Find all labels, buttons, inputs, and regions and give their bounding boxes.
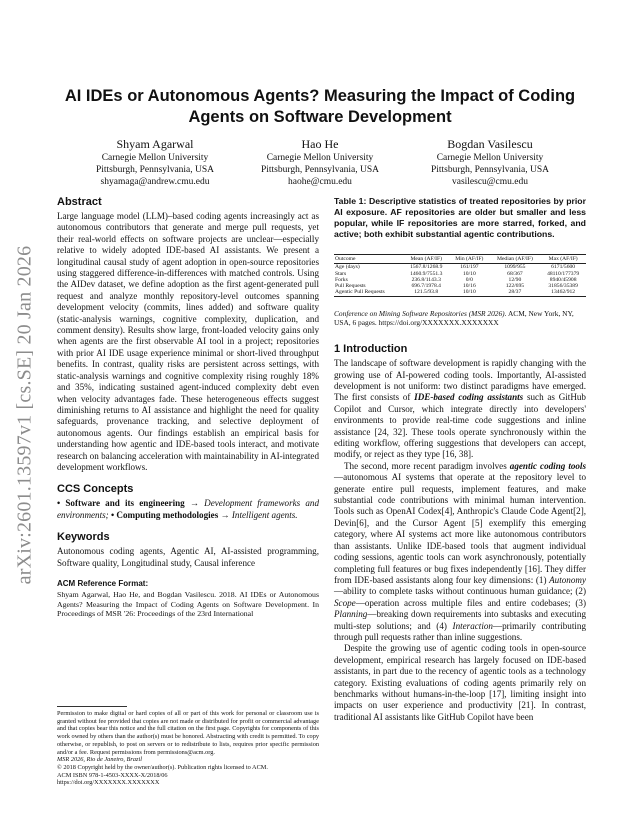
author-name: Shyam Agarwal [116, 137, 194, 151]
author-name: Hao He [301, 137, 339, 151]
column-header: Min (AF/IF) [449, 255, 489, 264]
author-affiliation: Carnegie Mellon University [101, 153, 209, 163]
author-location: Pittsburgh, Pennsylvania, USA [260, 165, 380, 175]
table-cell: 161/197 [460, 264, 479, 271]
table-cell: 13462/912 [540, 289, 586, 296]
footnote-rule [57, 706, 127, 707]
intro-paragraph-1: The landscape of software development is rapidly changing with the growing use of AI-powered coding tools. Importantly, AI-assisted development is not uniform: two distinct paradigms have emerged. The first consists of IDE-based coding assistants such as GitHub Copilot and Cursor, which integrate directly into developers' environments to provide real-time code suggestions and inline assistance [24, 32]. These tools operate synchronously within the editing workflow, offering suggestions that developers can accept, modify, or reject as they type [16, 38]. [334, 358, 586, 460]
column-header: Median (AF/IF) [490, 255, 541, 264]
table-cell: 12/90 [508, 276, 522, 283]
abstract-heading: Abstract [57, 196, 102, 208]
ccs-heading: CCS Concepts [57, 483, 134, 496]
ccs-section [57, 483, 319, 521]
table-cell: Age (days) [335, 264, 360, 271]
table-cell: 696.7/1978.4 [411, 283, 441, 290]
table-cell: 10/16 [463, 283, 476, 290]
intro-paragraph-2: The second, more recent paradigm involves agentic coding tools—autonomous AI systems that operate at the repository level to generate entire pull requests, implement features, and make substantial code contributions with minimal human intervention. Tools such as OpenAI Codex[4], Anthropic's Claude Code Agent[2], Devin[6], and the Cursor Agent [5] exemplify this emerging category, where AI systems act more like autonomous contributors than assistants. Unlike IDE-based tools that augment individual coding sessions, agentic tools can work asynchronously, potentially completing full features or bug fixes independently [16]. They differ from IDE-based assistants along four key dimensions: (1) Autonomy—ability to complete tasks without continuous human guidance; (2) Scope—operation across multiple files and entire codebases; (3) Planning—breaking down requirements into subtasks and executing multi-step solutions; and (4) Interaction—primarily contributing through pull requests rather than inline suggestions. [334, 460, 587, 642]
ccs-text: • Software and its engineering → Development frameworks and environments; • Computing methodologies → Intelligent agents. [57, 498, 319, 520]
table-row [334, 289, 586, 296]
column-header: Max (AF/IF) [540, 255, 586, 264]
table-cell: 28/37 [490, 289, 541, 296]
table-cell: 10/10 [449, 289, 489, 296]
doi-line: https://doi.org/XXXXXXX.XXXXXXX [57, 779, 160, 787]
table-cell: 0/0 [465, 276, 473, 283]
left-column [57, 196, 319, 619]
copyright-footer [57, 710, 319, 787]
author-email: shyamaga@andrew.cmu.edu [100, 177, 210, 187]
column-header: Mean (AF/IF) [403, 255, 449, 264]
author-location: Pittsburgh, Pennsylvania, USA [430, 165, 550, 175]
author-email: vasilescu@cmu.edu [451, 177, 529, 187]
table-caption: Table 1: Descriptive statistics of treated repositories by prior AI exposure. AF repositories are older but smaller and less popular, while IF repositories are more starred, forked, and active; both exhibit substantial agentic contributions. [334, 196, 586, 239]
table-cell: 1099/955 [504, 264, 526, 271]
acm-reference-heading: ACM Reference Format: [57, 578, 149, 588]
author-block-1 [65, 136, 245, 188]
venue-line: MSR 2026, Rio de Janeiro, Brazil [57, 756, 142, 764]
table-cell: 48110/177379 [547, 270, 580, 277]
conference-reference: Conference on Mining Software Repositories (MSR 2026). ACM, New York, NY, USA, 6 pages. https://doi.org/XXXXXXX.XXXXXXX [334, 308, 574, 327]
table-cell: 8940/45908 [549, 276, 577, 283]
author-location: Pittsburgh, Pennsylvania, USA [95, 165, 215, 175]
title-line-1: AI IDEs or Autonomous Agents? Measuring the Impact of Coding [64, 87, 576, 105]
table-row [334, 264, 586, 271]
intro-paragraph-3: Despite the growing use of agentic coding tools in open-source development, empirical research has largely focused on IDE-based assistants, in part due to the recency of agentic tools as a technology category. Existing evaluations of coding agents primarily rely on benchmarks without humans-in-the-loop [17], limiting insight into impacts on user experience and productivity [21]. In contrast, traditional AI assistants like GitHub Copilot have been [334, 643, 586, 722]
paper-title [60, 86, 580, 128]
table-cell: Forks [335, 276, 348, 283]
table-cell: 31856/35389 [548, 283, 578, 290]
acm-reference-text: Shyam Agarwal, Hao He, and Bogdan Vasilescu. 2018. AI IDEs or Autonomous Agents? Measuring the Impact of Coding Agents on Software Development. In Proceedings of MSR '26: Proceedings of the 23rd International [57, 589, 319, 619]
table-cell: 1567.8/1268.9 [410, 264, 443, 271]
keywords-section [57, 531, 319, 569]
author-block-2 [230, 136, 410, 188]
table-cell: 68/367 [507, 270, 523, 277]
author-affiliation: Carnegie Mellon University [436, 153, 544, 163]
table-cell: Agentic Pull Requests [334, 289, 403, 296]
table-cell: 1460.9/7551.3 [410, 270, 443, 277]
author-email: haohe@cmu.edu [288, 177, 352, 187]
table-cell: 236.8/1143.3 [411, 276, 441, 283]
introduction-section [334, 343, 586, 723]
table-cell: 122/695 [505, 283, 525, 290]
table-cell: 121.5/93.8 [403, 289, 449, 296]
title-line-2: Agents on Software Development [188, 108, 452, 126]
copyright-line: © 2018 Copyright held by the owner/author(s). Publication rights licensed to ACM. [57, 763, 268, 771]
introduction-heading: 1 Introduction [334, 343, 408, 356]
table-cell: 6171/5600 [551, 264, 576, 271]
keywords-text: Autonomous coding agents, Agentic AI, AI-assisted programming, Software quality, Longitudinal study, Causal inference [57, 546, 319, 568]
permission-notice: Permission to make digital or hard copies of all or part of this work for personal or classroom use is granted without fee provided that copies are not made or distributed for profit or commercial advantage and that copies bear this notice and the full citation on the first page. Copyrights for components of this work owned by others than the author(s) must be honored. Abstracting with credit is permitted. To copy otherwise, or republish, to post on servers or to redistribute to lists, requires prior specific permission and/or a fee. Request permissions from permissions@acm.org. [57, 710, 319, 756]
arxiv-identifier: arXiv:2601.13597v1 [cs.SE] 20 Jan 2026 [13, 245, 36, 585]
arxiv-sidebar [4, 220, 46, 610]
author-name: Bogdan Vasilescu [447, 137, 533, 151]
table-header-row [334, 255, 586, 264]
abstract-text: Large language model (LLM)–based coding agents increasingly act as autonomous contributors that generate and merge pull requests, yet their real-world effects on software projects are unclear—especially relative to widely adopted IDE-based AI assistants. We present a longitudinal causal study of agent adoption in open-source repositories using staggered difference-in-differences with matched controls. Using the AIDev dataset, we define adoption as the first agent-generated pull request and analyze monthly repository-level outcomes spanning development velocity (commits, lines added) and software quality (static-analysis warnings, cognitive complexity, duplication, and comment density). Results show large, front-loaded velocity gains only when agents are the first observable AI tool in a project; repositories with prior AI IDE usage experience minimal or short-lived throughput benefits. In contrast, quality risks are persistent across settings, with static-analysis warnings and cognitive complexity rising roughly 18% and 35%, indicating sustained agent-induced complexity debt even when velocity advantages fade. These heterogeneous effects suggest diminishing returns to AI assistance and highlight the need for quality safeguards, provenance tracking, and selective deployment of autonomous agents. Our findings establish an empirical basis for understanding how agentic and IDE-based tools interact, and motivate research on balancing acceleration with maintainability in AI-integrated development workflows. [57, 211, 319, 472]
keywords-heading: Keywords [57, 531, 110, 544]
table-cell: 10/10 [463, 270, 476, 277]
descriptive-statistics-table [334, 254, 586, 297]
author-affiliation: Carnegie Mellon University [266, 153, 374, 163]
column-header: Outcome [334, 255, 403, 264]
table-cell: Stars [335, 270, 347, 277]
table-cell: Pull Requests [335, 283, 366, 290]
right-column [334, 196, 586, 723]
isbn-line: ACM ISBN 978-1-4503-XXXX-X/2018/06 [57, 771, 168, 779]
author-block-3 [400, 136, 580, 188]
